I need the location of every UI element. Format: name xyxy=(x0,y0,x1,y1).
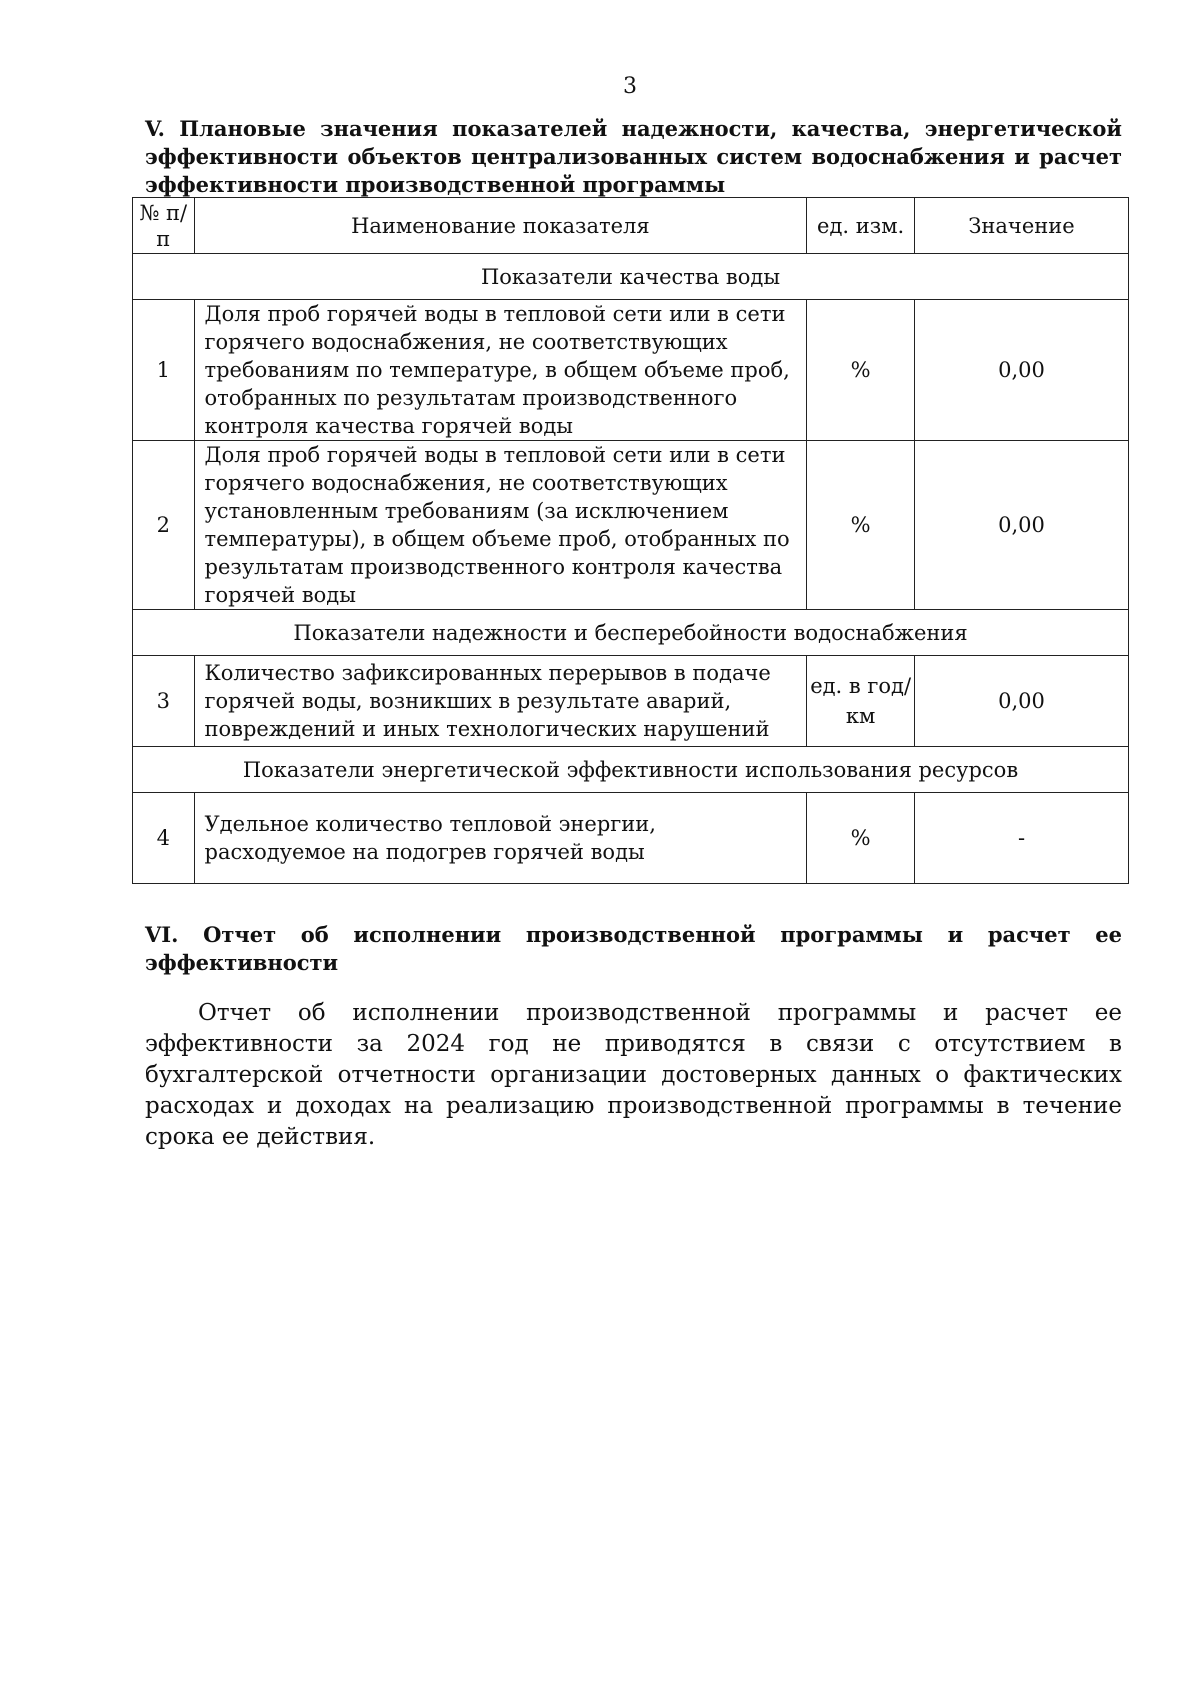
indicators-table xyxy=(132,197,1129,884)
table-row xyxy=(133,300,1129,441)
row-name: Количество зафиксированных перерывов в подаче горячей воды, возникших в результате аварий, повреждений и иных технологических нарушений xyxy=(194,656,807,747)
row-name: Удельное количество тепловой энергии, расходуемое на подогрев горячей воды xyxy=(194,793,807,884)
header-name: Наименование показателя xyxy=(194,198,807,254)
table-row xyxy=(133,656,1129,747)
row-name: Доля проб горячей воды в тепловой сети или в сети горячего водоснабжения, не соответствующих требованиям по температуре, в общем объеме проб, отобранных по результатам производственного контроля качества горячей воды xyxy=(194,300,807,441)
table-row xyxy=(133,793,1129,884)
header-value: Значение xyxy=(915,198,1129,254)
row-unit: % xyxy=(807,441,915,610)
row-unit: % xyxy=(807,793,915,884)
header-num: № п/п xyxy=(133,198,195,254)
row-num: 3 xyxy=(133,656,195,747)
row-value: 0,00 xyxy=(915,656,1129,747)
section-5-title: V. Плановые значения показателей надежности, качества, энергетической эффективности объектов централизованных систем водоснабжения и расчет эффективности производственной программы xyxy=(145,116,1122,197)
page-number: 3 xyxy=(623,74,637,99)
group-row-reliability xyxy=(133,610,1129,656)
row-num: 2 xyxy=(133,441,195,610)
group-row-energy xyxy=(133,747,1129,793)
header-unit: ед. изм. xyxy=(807,198,915,254)
group-label: Показатели энергетической эффективности использования ресурсов xyxy=(133,747,1129,793)
table-header-row xyxy=(133,198,1129,254)
row-name: Доля проб горячей воды в тепловой сети или в сети горячего водоснабжения, не соответствующих установленным требованиям (за исключением температуры), в общем объеме проб, отобранных по результатам производственного контроля качества горячей воды xyxy=(194,441,807,610)
report-paragraph: Отчет об исполнении производственной программы и расчет ее эффективности за 2024 год не приводятся в связи с отсутствием в бухгалтерской отчетности организации достоверных данных о фактических расходах и доходах на реализацию производственной программы в течение срока ее действия. xyxy=(145,1000,1122,1150)
row-value: 0,00 xyxy=(915,300,1129,441)
section-6-title: VI. Отчет об исполнении производственной программы и расчет ее эффективности xyxy=(145,922,1122,975)
table-row xyxy=(133,441,1129,610)
row-num: 4 xyxy=(133,793,195,884)
row-value: 0,00 xyxy=(915,441,1129,610)
row-value: - xyxy=(915,793,1129,884)
group-label: Показатели качества воды xyxy=(133,254,1129,300)
row-unit: % xyxy=(807,300,915,441)
row-unit: ед. в год/ км xyxy=(807,656,915,747)
group-row-quality xyxy=(133,254,1129,300)
group-label: Показатели надежности и бесперебойности водоснабжения xyxy=(133,610,1129,656)
row-num: 1 xyxy=(133,300,195,441)
